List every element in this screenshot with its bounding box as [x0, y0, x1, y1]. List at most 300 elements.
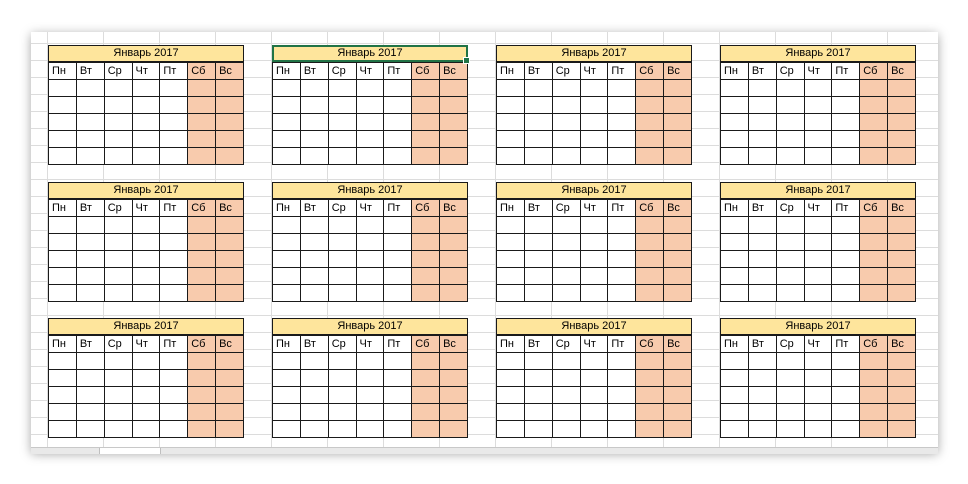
weekend-day-cell[interactable]	[636, 387, 664, 404]
weekday-header-cell[interactable]: Пн	[49, 63, 77, 80]
day-cell[interactable]	[497, 131, 525, 148]
day-cell[interactable]	[832, 251, 860, 268]
day-cell[interactable]	[76, 80, 104, 97]
weekend-day-cell[interactable]	[188, 268, 216, 285]
day-cell[interactable]	[104, 268, 132, 285]
weekday-header-cell[interactable]: Чт	[356, 63, 384, 80]
weekend-day-cell[interactable]	[888, 387, 916, 404]
weekend-day-cell[interactable]	[440, 387, 468, 404]
day-cell[interactable]	[608, 353, 636, 370]
day-cell[interactable]	[776, 148, 804, 165]
weekend-day-cell[interactable]	[440, 370, 468, 387]
day-cell[interactable]	[104, 285, 132, 302]
day-cell[interactable]	[832, 114, 860, 131]
weekend-day-cell[interactable]	[216, 404, 244, 421]
day-cell[interactable]	[832, 370, 860, 387]
weekday-header-cell[interactable]: Чт	[580, 200, 608, 217]
day-cell[interactable]	[328, 80, 356, 97]
weekend-day-cell[interactable]	[860, 268, 888, 285]
weekend-day-cell[interactable]	[440, 285, 468, 302]
day-cell[interactable]	[328, 114, 356, 131]
weekday-header-cell[interactable]: Чт	[132, 336, 160, 353]
weekday-header-cell[interactable]: Сб	[636, 200, 664, 217]
weekday-header-cell[interactable]: Ср	[104, 200, 132, 217]
weekend-day-cell[interactable]	[188, 387, 216, 404]
spreadsheet-grid[interactable]	[31, 32, 938, 452]
day-cell[interactable]	[832, 421, 860, 438]
weekend-day-cell[interactable]	[412, 131, 440, 148]
weekend-day-cell[interactable]	[216, 234, 244, 251]
day-cell[interactable]	[300, 353, 328, 370]
day-cell[interactable]	[104, 148, 132, 165]
day-cell[interactable]	[384, 387, 412, 404]
day-cell[interactable]	[49, 404, 77, 421]
weekend-day-cell[interactable]	[664, 97, 692, 114]
weekend-day-cell[interactable]	[888, 404, 916, 421]
day-cell[interactable]	[160, 80, 188, 97]
day-cell[interactable]	[497, 370, 525, 387]
day-cell[interactable]	[832, 217, 860, 234]
weekend-day-cell[interactable]	[412, 217, 440, 234]
day-cell[interactable]	[104, 251, 132, 268]
day-cell[interactable]	[356, 353, 384, 370]
day-cell[interactable]	[328, 421, 356, 438]
day-cell[interactable]	[608, 131, 636, 148]
weekend-day-cell[interactable]	[860, 370, 888, 387]
weekday-header-cell[interactable]: Вт	[748, 63, 776, 80]
day-cell[interactable]	[328, 131, 356, 148]
day-cell[interactable]	[132, 421, 160, 438]
day-cell[interactable]	[721, 114, 749, 131]
day-cell[interactable]	[776, 285, 804, 302]
day-cell[interactable]	[580, 370, 608, 387]
day-cell[interactable]	[552, 114, 580, 131]
weekday-header-cell[interactable]: Сб	[412, 63, 440, 80]
weekday-header-cell[interactable]: Вт	[300, 336, 328, 353]
weekend-day-cell[interactable]	[636, 234, 664, 251]
month-title-cell[interactable]: Январь 2017	[48, 318, 244, 335]
day-cell[interactable]	[356, 234, 384, 251]
weekday-header-cell[interactable]: Пт	[160, 63, 188, 80]
weekday-header-cell[interactable]: Вс	[888, 336, 916, 353]
day-cell[interactable]	[160, 421, 188, 438]
day-cell[interactable]	[49, 97, 77, 114]
day-cell[interactable]	[356, 148, 384, 165]
weekend-day-cell[interactable]	[664, 268, 692, 285]
day-cell[interactable]	[608, 251, 636, 268]
month-title-cell[interactable]: Январь 2017	[720, 182, 916, 199]
weekday-header-cell[interactable]: Пн	[497, 200, 525, 217]
day-cell[interactable]	[721, 97, 749, 114]
weekday-header-cell[interactable]: Пн	[721, 336, 749, 353]
day-cell[interactable]	[608, 370, 636, 387]
day-cell[interactable]	[328, 370, 356, 387]
day-cell[interactable]	[552, 268, 580, 285]
weekend-day-cell[interactable]	[440, 268, 468, 285]
weekday-header-cell[interactable]: Вт	[76, 336, 104, 353]
day-cell[interactable]	[524, 285, 552, 302]
day-cell[interactable]	[552, 217, 580, 234]
weekend-day-cell[interactable]	[440, 421, 468, 438]
day-cell[interactable]	[804, 370, 832, 387]
day-cell[interactable]	[524, 148, 552, 165]
weekday-header-cell[interactable]: Сб	[860, 336, 888, 353]
month-title-cell[interactable]: Январь 2017	[272, 182, 468, 199]
day-cell[interactable]	[832, 131, 860, 148]
weekday-header-cell[interactable]: Чт	[580, 63, 608, 80]
day-cell[interactable]	[132, 97, 160, 114]
weekday-header-cell[interactable]: Пн	[273, 336, 301, 353]
day-cell[interactable]	[497, 353, 525, 370]
sheet-tab[interactable]	[99, 448, 161, 454]
weekend-day-cell[interactable]	[188, 421, 216, 438]
day-cell[interactable]	[273, 114, 301, 131]
day-cell[interactable]	[384, 251, 412, 268]
day-cell[interactable]	[300, 285, 328, 302]
weekday-header-cell[interactable]: Вт	[524, 63, 552, 80]
day-cell[interactable]	[49, 387, 77, 404]
day-cell[interactable]	[776, 268, 804, 285]
day-cell[interactable]	[524, 97, 552, 114]
weekday-header-cell[interactable]: Сб	[412, 200, 440, 217]
selected-month-title-cell[interactable]: Январь 2017	[272, 45, 468, 62]
weekend-day-cell[interactable]	[664, 148, 692, 165]
weekend-day-cell[interactable]	[216, 97, 244, 114]
day-cell[interactable]	[132, 251, 160, 268]
weekend-day-cell[interactable]	[664, 370, 692, 387]
day-cell[interactable]	[356, 421, 384, 438]
day-cell[interactable]	[328, 234, 356, 251]
day-cell[interactable]	[552, 131, 580, 148]
weekday-header-cell[interactable]: Вс	[664, 63, 692, 80]
day-cell[interactable]	[832, 234, 860, 251]
day-cell[interactable]	[804, 268, 832, 285]
day-cell[interactable]	[580, 97, 608, 114]
day-cell[interactable]	[552, 387, 580, 404]
day-cell[interactable]	[104, 217, 132, 234]
day-cell[interactable]	[608, 285, 636, 302]
day-cell[interactable]	[832, 268, 860, 285]
weekend-day-cell[interactable]	[888, 234, 916, 251]
day-cell[interactable]	[300, 387, 328, 404]
weekend-day-cell[interactable]	[636, 370, 664, 387]
day-cell[interactable]	[132, 404, 160, 421]
day-cell[interactable]	[160, 285, 188, 302]
day-cell[interactable]	[552, 97, 580, 114]
weekday-header-cell[interactable]: Пт	[384, 336, 412, 353]
day-cell[interactable]	[132, 80, 160, 97]
day-cell[interactable]	[384, 114, 412, 131]
weekday-header-cell[interactable]: Пт	[160, 336, 188, 353]
day-cell[interactable]	[104, 421, 132, 438]
weekend-day-cell[interactable]	[412, 268, 440, 285]
weekend-day-cell[interactable]	[664, 114, 692, 131]
weekend-day-cell[interactable]	[412, 114, 440, 131]
day-cell[interactable]	[49, 217, 77, 234]
day-cell[interactable]	[273, 251, 301, 268]
day-cell[interactable]	[328, 251, 356, 268]
sheet-tab-bar[interactable]	[31, 447, 938, 454]
day-cell[interactable]	[384, 148, 412, 165]
day-cell[interactable]	[273, 97, 301, 114]
weekend-day-cell[interactable]	[412, 421, 440, 438]
day-cell[interactable]	[552, 421, 580, 438]
day-cell[interactable]	[804, 353, 832, 370]
weekend-day-cell[interactable]	[412, 404, 440, 421]
weekday-header-cell[interactable]: Вс	[888, 200, 916, 217]
day-cell[interactable]	[497, 114, 525, 131]
weekend-day-cell[interactable]	[860, 421, 888, 438]
weekday-header-cell[interactable]: Пн	[721, 63, 749, 80]
weekend-day-cell[interactable]	[888, 353, 916, 370]
weekday-header-cell[interactable]: Ср	[776, 336, 804, 353]
weekend-day-cell[interactable]	[860, 234, 888, 251]
weekend-day-cell[interactable]	[188, 114, 216, 131]
day-cell[interactable]	[721, 404, 749, 421]
weekday-header-cell[interactable]: Ср	[552, 336, 580, 353]
day-cell[interactable]	[384, 234, 412, 251]
day-cell[interactable]	[76, 131, 104, 148]
weekday-header-cell[interactable]: Пн	[49, 200, 77, 217]
day-cell[interactable]	[328, 387, 356, 404]
weekend-day-cell[interactable]	[860, 217, 888, 234]
day-cell[interactable]	[748, 251, 776, 268]
day-cell[interactable]	[160, 268, 188, 285]
day-cell[interactable]	[384, 370, 412, 387]
day-cell[interactable]	[552, 80, 580, 97]
day-cell[interactable]	[49, 148, 77, 165]
weekend-day-cell[interactable]	[412, 80, 440, 97]
day-cell[interactable]	[580, 404, 608, 421]
weekend-day-cell[interactable]	[188, 131, 216, 148]
day-cell[interactable]	[384, 404, 412, 421]
day-cell[interactable]	[497, 251, 525, 268]
weekend-day-cell[interactable]	[216, 268, 244, 285]
day-cell[interactable]	[748, 353, 776, 370]
day-cell[interactable]	[273, 148, 301, 165]
weekday-header-cell[interactable]: Сб	[636, 63, 664, 80]
day-cell[interactable]	[524, 234, 552, 251]
weekend-day-cell[interactable]	[860, 387, 888, 404]
weekday-header-cell[interactable]: Вс	[664, 200, 692, 217]
weekday-header-cell[interactable]: Вт	[748, 200, 776, 217]
day-cell[interactable]	[497, 148, 525, 165]
day-cell[interactable]	[580, 251, 608, 268]
weekend-day-cell[interactable]	[188, 148, 216, 165]
day-cell[interactable]	[160, 234, 188, 251]
day-cell[interactable]	[776, 353, 804, 370]
weekday-header-cell[interactable]: Сб	[412, 336, 440, 353]
day-cell[interactable]	[580, 131, 608, 148]
day-cell[interactable]	[497, 421, 525, 438]
weekend-day-cell[interactable]	[216, 421, 244, 438]
weekend-day-cell[interactable]	[440, 353, 468, 370]
day-cell[interactable]	[76, 387, 104, 404]
weekend-day-cell[interactable]	[440, 404, 468, 421]
day-cell[interactable]	[524, 268, 552, 285]
weekday-header-cell[interactable]: Ср	[104, 336, 132, 353]
weekend-day-cell[interactable]	[636, 80, 664, 97]
weekend-day-cell[interactable]	[860, 404, 888, 421]
day-cell[interactable]	[356, 404, 384, 421]
weekend-day-cell[interactable]	[412, 234, 440, 251]
day-cell[interactable]	[273, 80, 301, 97]
day-cell[interactable]	[273, 370, 301, 387]
weekend-day-cell[interactable]	[216, 217, 244, 234]
day-cell[interactable]	[49, 234, 77, 251]
day-cell[interactable]	[356, 114, 384, 131]
weekend-day-cell[interactable]	[888, 97, 916, 114]
weekend-day-cell[interactable]	[440, 251, 468, 268]
day-cell[interactable]	[552, 251, 580, 268]
day-cell[interactable]	[524, 370, 552, 387]
day-cell[interactable]	[49, 421, 77, 438]
day-cell[interactable]	[49, 114, 77, 131]
weekend-day-cell[interactable]	[412, 387, 440, 404]
day-cell[interactable]	[832, 353, 860, 370]
day-cell[interactable]	[300, 80, 328, 97]
day-cell[interactable]	[76, 353, 104, 370]
day-cell[interactable]	[552, 285, 580, 302]
weekend-day-cell[interactable]	[440, 80, 468, 97]
day-cell[interactable]	[273, 353, 301, 370]
day-cell[interactable]	[721, 353, 749, 370]
day-cell[interactable]	[804, 421, 832, 438]
weekend-day-cell[interactable]	[216, 131, 244, 148]
day-cell[interactable]	[804, 217, 832, 234]
day-cell[interactable]	[49, 370, 77, 387]
day-cell[interactable]	[273, 268, 301, 285]
day-cell[interactable]	[273, 387, 301, 404]
month-title-cell[interactable]: Январь 2017	[272, 318, 468, 335]
day-cell[interactable]	[328, 97, 356, 114]
weekend-day-cell[interactable]	[664, 353, 692, 370]
weekend-day-cell[interactable]	[440, 114, 468, 131]
month-title-cell[interactable]: Январь 2017	[496, 45, 692, 62]
day-cell[interactable]	[608, 148, 636, 165]
weekday-header-cell[interactable]: Ср	[552, 200, 580, 217]
weekend-day-cell[interactable]	[888, 217, 916, 234]
day-cell[interactable]	[832, 404, 860, 421]
month-title-cell[interactable]: Январь 2017	[720, 318, 916, 335]
day-cell[interactable]	[721, 131, 749, 148]
weekday-header-cell[interactable]: Чт	[132, 63, 160, 80]
weekday-header-cell[interactable]: Чт	[356, 200, 384, 217]
day-cell[interactable]	[328, 404, 356, 421]
day-cell[interactable]	[832, 148, 860, 165]
weekend-day-cell[interactable]	[860, 353, 888, 370]
weekend-day-cell[interactable]	[188, 370, 216, 387]
day-cell[interactable]	[832, 97, 860, 114]
weekday-header-cell[interactable]: Пн	[497, 63, 525, 80]
weekend-day-cell[interactable]	[664, 217, 692, 234]
day-cell[interactable]	[132, 114, 160, 131]
weekend-day-cell[interactable]	[888, 114, 916, 131]
day-cell[interactable]	[580, 114, 608, 131]
day-cell[interactable]	[356, 97, 384, 114]
month-title-cell[interactable]: Январь 2017	[48, 182, 244, 199]
day-cell[interactable]	[160, 97, 188, 114]
day-cell[interactable]	[104, 97, 132, 114]
day-cell[interactable]	[132, 353, 160, 370]
weekday-header-cell[interactable]: Ср	[552, 63, 580, 80]
day-cell[interactable]	[76, 114, 104, 131]
day-cell[interactable]	[104, 353, 132, 370]
day-cell[interactable]	[524, 421, 552, 438]
day-cell[interactable]	[76, 404, 104, 421]
day-cell[interactable]	[160, 251, 188, 268]
day-cell[interactable]	[776, 421, 804, 438]
weekday-header-cell[interactable]: Вт	[300, 63, 328, 80]
day-cell[interactable]	[328, 268, 356, 285]
weekend-day-cell[interactable]	[636, 353, 664, 370]
day-cell[interactable]	[300, 131, 328, 148]
weekday-header-cell[interactable]: Вс	[440, 200, 468, 217]
day-cell[interactable]	[608, 97, 636, 114]
weekend-day-cell[interactable]	[636, 114, 664, 131]
day-cell[interactable]	[524, 80, 552, 97]
day-cell[interactable]	[328, 285, 356, 302]
day-cell[interactable]	[804, 285, 832, 302]
day-cell[interactable]	[832, 285, 860, 302]
weekend-day-cell[interactable]	[664, 387, 692, 404]
weekend-day-cell[interactable]	[216, 387, 244, 404]
weekend-day-cell[interactable]	[664, 404, 692, 421]
weekend-day-cell[interactable]	[636, 131, 664, 148]
day-cell[interactable]	[552, 370, 580, 387]
day-cell[interactable]	[356, 268, 384, 285]
day-cell[interactable]	[524, 251, 552, 268]
month-title-cell[interactable]: Январь 2017	[720, 45, 916, 62]
day-cell[interactable]	[160, 131, 188, 148]
weekend-day-cell[interactable]	[888, 421, 916, 438]
day-cell[interactable]	[776, 114, 804, 131]
weekend-day-cell[interactable]	[216, 353, 244, 370]
weekend-day-cell[interactable]	[216, 370, 244, 387]
weekday-header-cell[interactable]: Сб	[188, 336, 216, 353]
day-cell[interactable]	[804, 148, 832, 165]
weekday-header-cell[interactable]: Ср	[776, 200, 804, 217]
day-cell[interactable]	[748, 148, 776, 165]
day-cell[interactable]	[300, 97, 328, 114]
day-cell[interactable]	[300, 114, 328, 131]
day-cell[interactable]	[160, 114, 188, 131]
day-cell[interactable]	[384, 421, 412, 438]
weekday-header-cell[interactable]: Вт	[76, 200, 104, 217]
day-cell[interactable]	[748, 387, 776, 404]
weekend-day-cell[interactable]	[664, 131, 692, 148]
day-cell[interactable]	[356, 387, 384, 404]
weekday-header-cell[interactable]: Пт	[384, 63, 412, 80]
day-cell[interactable]	[552, 404, 580, 421]
day-cell[interactable]	[273, 217, 301, 234]
weekend-day-cell[interactable]	[636, 421, 664, 438]
day-cell[interactable]	[776, 80, 804, 97]
day-cell[interactable]	[76, 421, 104, 438]
day-cell[interactable]	[356, 131, 384, 148]
day-cell[interactable]	[497, 387, 525, 404]
day-cell[interactable]	[328, 148, 356, 165]
weekend-day-cell[interactable]	[216, 114, 244, 131]
weekday-header-cell[interactable]: Ср	[328, 336, 356, 353]
weekday-header-cell[interactable]: Пн	[273, 200, 301, 217]
weekend-day-cell[interactable]	[188, 80, 216, 97]
day-cell[interactable]	[160, 353, 188, 370]
day-cell[interactable]	[273, 131, 301, 148]
weekend-day-cell[interactable]	[636, 251, 664, 268]
day-cell[interactable]	[748, 217, 776, 234]
day-cell[interactable]	[552, 148, 580, 165]
